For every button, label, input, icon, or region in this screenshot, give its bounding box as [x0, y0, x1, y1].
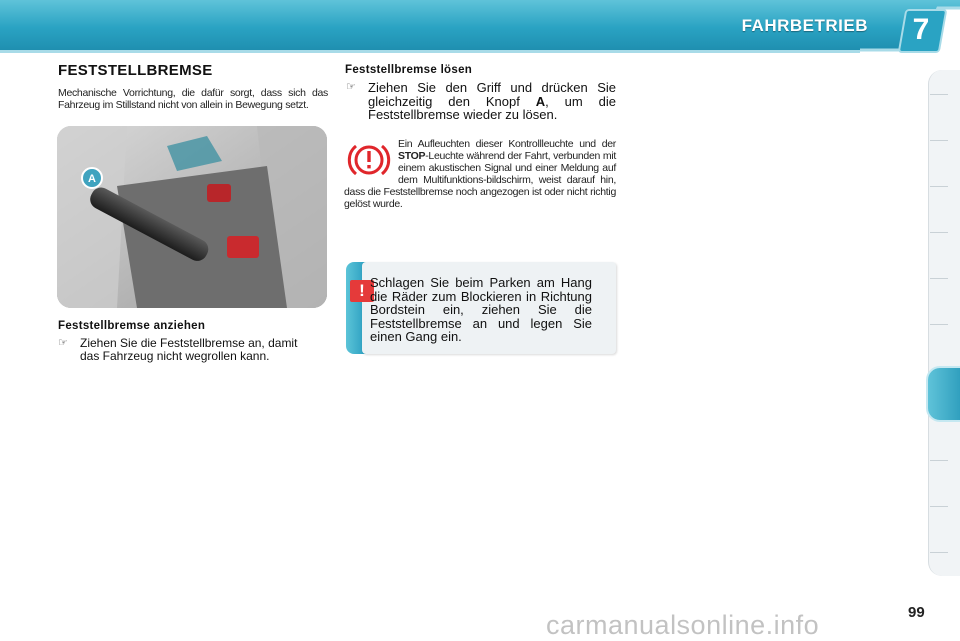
exclamation-icon: ! [350, 280, 374, 302]
tab-divider [930, 186, 948, 187]
lamp-text-end: -Leuchte während der Fahrt, verbunden mit einem akustischen Signal und einer Meldung auf dem Multifunktions-bildschirm, weist darauf hin, dass die Feststellbremse noch angezogen ist oder nicht richtig gelöst wurde. [344, 150, 616, 210]
caution-box [346, 262, 616, 354]
apply-text-line1: Ziehen Sie die Feststellbremse an, damit [80, 336, 298, 350]
intro-text: Mechanische Vorrichtung, die dafür sorgt, dass sich das Fahrzeug im Stillstand nicht von allein in Bewegung setzt. [58, 87, 328, 111]
chapter-tab-rail [928, 70, 960, 576]
lamp-text-start: Ein Aufleuchten dieser Kontrollleuchte und der [398, 138, 616, 150]
chapter-title: FAHRBETRIEB [741, 16, 868, 35]
release-text: Ziehen Sie den Griff und drücken Sie gleichzeitig den Knopf [368, 80, 616, 109]
chapter-number: 7 [912, 13, 930, 46]
red-button-upper [207, 184, 231, 202]
label-a-text: A [88, 173, 96, 185]
page-number: 99 [908, 604, 925, 621]
stop-word: STOP [398, 150, 426, 162]
release-button-label: A [535, 93, 546, 109]
tab-divider [930, 278, 948, 279]
tab-divider [930, 506, 948, 507]
release-text-end: , um die Feststellbremse wieder zu lösen. [368, 93, 617, 122]
pointing-hand-icon: ☞ [58, 337, 68, 349]
parking-brake-illustration [57, 126, 327, 308]
section-title: FESTSTELLBREMSE [58, 62, 213, 79]
caution-text: Schlagen Sie beim Parken am Hang die Räder zum Blockieren in Richtung Bordstein ein, ziehen Sie die Feststellbremse an und legen Sie einen Gang ein. [370, 275, 592, 344]
apply-instruction [58, 337, 330, 367]
red-button-lower [227, 236, 259, 258]
release-heading: Feststellbremse lösen [345, 64, 473, 76]
tab-divider [930, 140, 948, 141]
tab-divider [930, 324, 948, 325]
tab-divider [930, 232, 948, 233]
tab-divider [930, 460, 948, 461]
parking-brake-photo [57, 126, 327, 308]
watermark: carmanualsonline.info [546, 610, 820, 640]
release-instruction [346, 81, 616, 125]
tab-divider [930, 94, 948, 95]
pointing-hand-icon: ☞ [346, 81, 356, 93]
warning-lamp-description [344, 138, 616, 210]
apply-text-line2: das Fahrzeug nicht wegrollen kann. [80, 349, 270, 363]
chapter-tab-active[interactable] [926, 366, 960, 422]
tab-divider [930, 552, 948, 553]
apply-heading: Feststellbremse anziehen [58, 320, 206, 332]
